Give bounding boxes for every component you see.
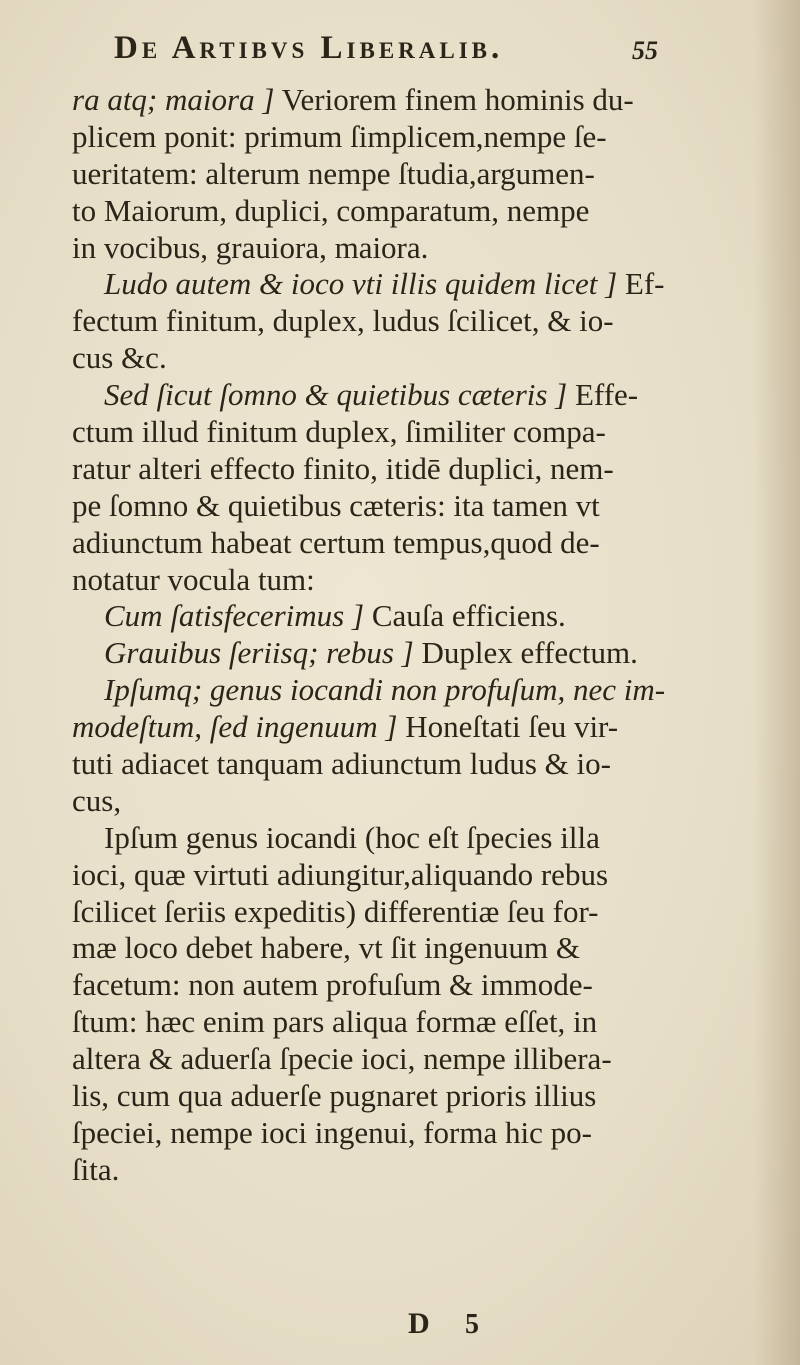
commentary-text: Effe- bbox=[567, 377, 639, 413]
lemma-text: Ludo autem & ioco vti illis quidem licet ] bbox=[104, 266, 618, 302]
text-line bbox=[72, 1004, 780, 1041]
commentary-text: tuti adiacet tanquam adiunctum ludus & io- bbox=[72, 746, 611, 782]
commentary-text: Veriorem finem hominis du- bbox=[274, 82, 634, 117]
commentary-text: Honeſtati ſeu vir- bbox=[397, 709, 619, 745]
page-header bbox=[0, 22, 800, 78]
lemma-text: Cum ſatisfecerimus ] bbox=[104, 598, 365, 634]
page-number: 55 bbox=[632, 36, 658, 65]
lemma-text: Ipſumq; genus iocandi non profuſum, nec im- bbox=[104, 672, 666, 708]
commentary-text: mæ loco debet habere, vt ſit ingenuum & bbox=[72, 930, 580, 966]
text-line bbox=[72, 451, 780, 488]
text-line bbox=[72, 820, 780, 857]
text-line bbox=[72, 377, 780, 414]
lemma-text: ra atq; maiora ] bbox=[72, 82, 275, 117]
commentary-text: pe ſomno & quietibus cæteris: ita tamen vt bbox=[72, 487, 600, 523]
lemma-text: Sed ſicut ſomno & quietibus cæteris ] bbox=[104, 377, 568, 413]
text-line bbox=[72, 1041, 780, 1078]
commentary-text: ratur alteri effecto finito, itidē duplici, nem- bbox=[72, 450, 614, 486]
text-line bbox=[72, 266, 780, 303]
commentary-text: ſtum: hæc enim pars aliqua formæ eſſet, in bbox=[72, 1004, 598, 1040]
commentary-text: Duplex effectum. bbox=[413, 635, 638, 671]
commentary-text: cus, bbox=[72, 782, 122, 818]
commentary-text: cus &c. bbox=[72, 340, 167, 376]
text-line bbox=[72, 930, 780, 967]
commentary-text: notatur vocula tum: bbox=[72, 561, 315, 597]
commentary-text: ioci, quæ virtuti adiungitur,aliquando rebus bbox=[72, 856, 609, 892]
commentary-text: to Maiorum, duplici, comparatum, nempe bbox=[72, 192, 590, 228]
lemma-text: modeſtum, ſed ingenuum ] bbox=[72, 709, 398, 745]
text-line bbox=[72, 230, 780, 267]
commentary-text: Ipſum genus iocandi (hoc eſt ſpecies illa bbox=[104, 819, 600, 855]
page-footer bbox=[0, 1303, 800, 1353]
text-line bbox=[72, 1152, 780, 1189]
commentary-text: adiunctum habeat certum tempus,quod de- bbox=[72, 524, 600, 560]
commentary-text: ſpeciei, nempe ioci ingenui, forma hic po- bbox=[72, 1114, 592, 1150]
text-line bbox=[72, 1078, 780, 1115]
catchword: 5 bbox=[465, 1309, 479, 1340]
commentary-text: Ef- bbox=[617, 266, 665, 302]
lemma-text: Grauibus ſeriisq; rebus ] bbox=[104, 635, 414, 671]
commentary-text: in vocibus, grauiora, maiora. bbox=[72, 229, 429, 265]
text-line bbox=[72, 672, 780, 709]
text-line bbox=[72, 783, 780, 820]
commentary-text: facetum: non autem profuſum & immode- bbox=[72, 967, 593, 1003]
text-line bbox=[72, 303, 780, 340]
commentary-text: ueritatem: alterum nempe ſtudia,argumen- bbox=[72, 155, 595, 191]
text-line bbox=[72, 894, 780, 931]
text-line bbox=[72, 598, 780, 635]
commentary-text: altera & aduerſa ſpecie ioci, nempe illibera- bbox=[72, 1041, 612, 1077]
signature-mark: D bbox=[408, 1307, 430, 1340]
text-line bbox=[72, 562, 780, 599]
text-line bbox=[72, 488, 780, 525]
text-line bbox=[72, 193, 780, 230]
text-line bbox=[72, 746, 780, 783]
commentary-text: ctum illud finitum duplex, ſimiliter compa- bbox=[72, 414, 606, 450]
commentary-text: lis, cum qua aduerſe pugnaret prioris illius bbox=[72, 1078, 597, 1114]
text-line bbox=[72, 635, 780, 672]
text-line bbox=[72, 82, 780, 119]
commentary-text: fectum finitum, duplex, ludus ſcilicet, & io- bbox=[72, 303, 614, 339]
text-line bbox=[72, 414, 780, 451]
commentary-text: ſita. bbox=[72, 1151, 120, 1187]
text-line bbox=[72, 340, 780, 377]
text-line bbox=[72, 525, 780, 562]
commentary-text: ſcilicet ſeriis expeditis) differentiæ ſeu for- bbox=[72, 893, 599, 929]
text-line bbox=[72, 156, 780, 193]
commentary-text: Cauſa efficiens. bbox=[364, 598, 566, 634]
text-line bbox=[72, 1115, 780, 1152]
text-line bbox=[72, 119, 780, 156]
commentary-text: plicem ponit: primum ſimplicem,nempe ſe- bbox=[72, 118, 607, 154]
body-text bbox=[72, 82, 780, 1189]
text-line bbox=[72, 857, 780, 894]
text-line bbox=[72, 709, 780, 746]
text-line bbox=[72, 967, 780, 1004]
running-title: De Artibvs Liberalib. bbox=[114, 30, 504, 66]
